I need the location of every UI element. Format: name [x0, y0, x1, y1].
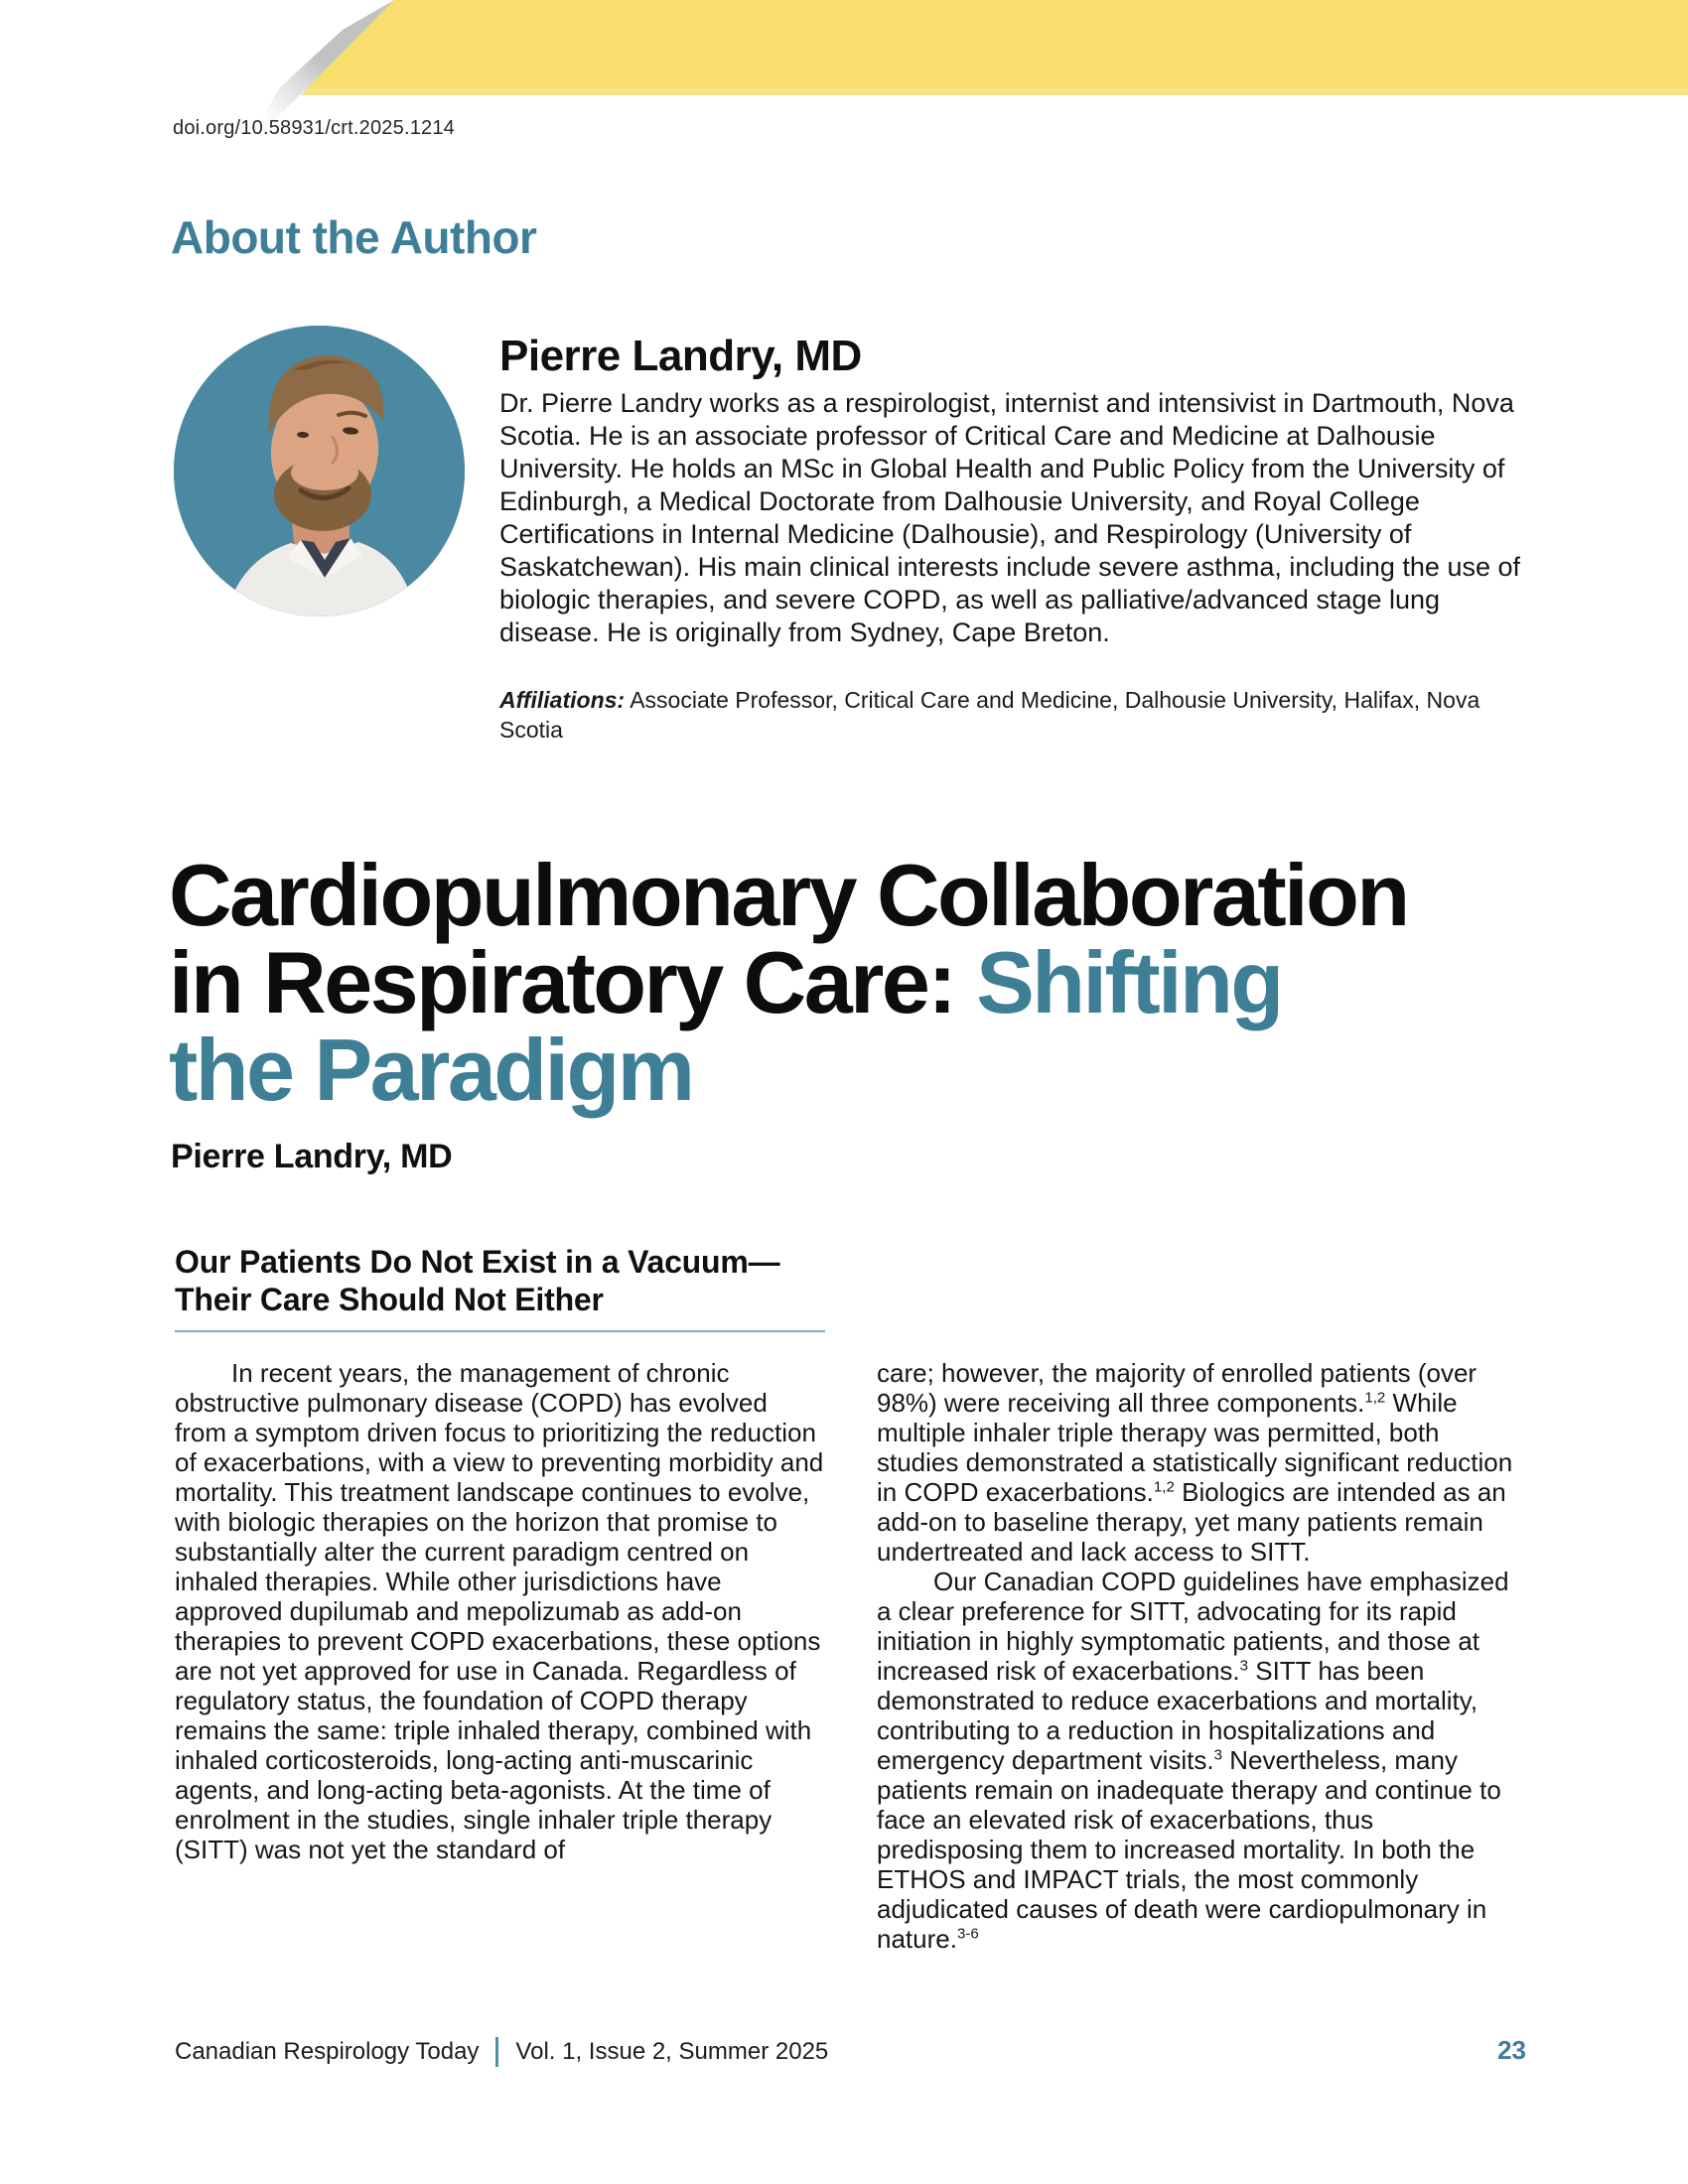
article-title-line2-accent: Shifting: [976, 933, 1282, 1031]
body-column-left: [175, 1358, 826, 1864]
footer: [175, 2037, 828, 2067]
footer-issue-info: Vol. 1, Issue 2, Summer 2025: [515, 2038, 829, 2065]
about-author-heading: About the Author: [171, 211, 537, 263]
author-name: Pierre Landry, MD: [499, 332, 862, 380]
author-affiliations: [499, 685, 1527, 745]
footer-separator-bar: [495, 2037, 498, 2067]
page-number: 23: [1497, 2035, 1526, 2065]
reference-superscript: 1,2: [1364, 1389, 1386, 1407]
article-title-line3: the Paradigm: [169, 1021, 693, 1119]
affiliations-label: Affiliations:: [499, 687, 626, 713]
doi-text: doi.org/10.58931/crt.2025.1214: [173, 117, 455, 139]
article-title: [169, 846, 1408, 1119]
body-paragraph: care; however, the majority of enrolled patients (over 98%) were receiving all three components.$^{1,2}$ While multiple inhaler triple therapy was permitted, both studies demonstrated a statistically significant reduction in COPD exacerbations.$^{1,2}$ Biologics are intended as an add-on to baseline therapy, yet many patients remain undertreated and lack access to SITT.: [877, 1358, 1513, 1567]
article-title-line2: in Respiratory Care: Shifting: [169, 933, 1282, 1031]
body-paragraph: Our Canadian COPD guidelines have emphasized a clear preference for SITT, advocating for its rapid initiation in highly symptomatic patients, and those at increased risk of exacerbations.$^3$ SITT has been demonstrated to reduce exacerbations and mortality, contributing to a reduction in hospitalizations and emergency department visits.$^3$ Nevertheless, many patients remain on inadequate therapy and continue to face an elevated risk of exacerbations, thus predisposing them to increased mortality. In both the ETHOS and IMPACT trials, the most commonly adjudicated causes of death were cardiopulmonary in nature.$^{3-6}$: [877, 1567, 1509, 1954]
article-byline: Pierre Landry, MD: [171, 1138, 453, 1175]
reference-superscript: 3: [1239, 1657, 1249, 1675]
author-photo: [174, 326, 465, 616]
banner-yellow-edge: [301, 87, 1688, 95]
banner-yellow-shape: [308, 0, 1688, 87]
reference-superscript: 1,2: [1153, 1478, 1175, 1496]
author-bio: Dr. Pierre Landry works as a respirologist, internist and intensivist in Dartmouth, Nova Scotia. He is an associate professor of Critical Care and Medicine at Dalhousie University. He holds an MSc in Global Health and Public Policy from the University of Edinburgh, a Medical Doctorate from Dalhousie University, and Royal College Certifications in Internal Medicine (Dalhousie), and Respirology (University of Saskatchewan). His main clinical interests include severe asthma, including the use of biologic therapies, and severe COPD, as well as palliative/advanced stage lung disease. He is originally from Sydney, Cape Breton.: [499, 388, 1521, 647]
affiliations-text: Associate Professor, Critical Care and Medicine, Dalhousie University, Halifax, Nova Scotia: [499, 687, 1480, 743]
body-paragraph: In recent years, the management of chronic obstructive pulmonary disease (COPD) has evolved from a symptom driven focus to prioritizing the reduction of exacerbations, with a view to preventing morbidity and mortality. This treatment landscape continues to evolve, with biologic therapies on the horizon that promise to substantially alter the current paradigm centred on inhaled therapies. While other jurisdictions have approved dupilumab and mepolizumab as add-on therapies to prevent COPD exacerbations, these options are not yet approved for use in Canada. Regardless of regulatory status, the foundation of COPD therapy remains the same: triple inhaled therapy, combined with inhaled corticosteroids, long-acting anti-muscarinic agents, and long-acting beta-agonists. At the time of enrolment in the studies, single inhaler triple therapy (SITT) was not yet the standard of: [175, 1358, 824, 1864]
section-heading-rule: [175, 1330, 825, 1332]
section-heading: Our Patients Do Not Exist in a Vacuum—Their Care Should Not Either: [175, 1244, 780, 1317]
reference-superscript: 3-6: [956, 1925, 979, 1943]
body-column-right: [877, 1358, 1522, 1954]
footer-journal-name: Canadian Respirology Today: [175, 2038, 480, 2065]
corner-banner: [0, 0, 1688, 169]
article-title-line1: Cardiopulmonary Collaboration: [169, 846, 1408, 944]
reference-superscript: 3: [1213, 1746, 1222, 1764]
author-portrait-illustration: [174, 326, 465, 616]
